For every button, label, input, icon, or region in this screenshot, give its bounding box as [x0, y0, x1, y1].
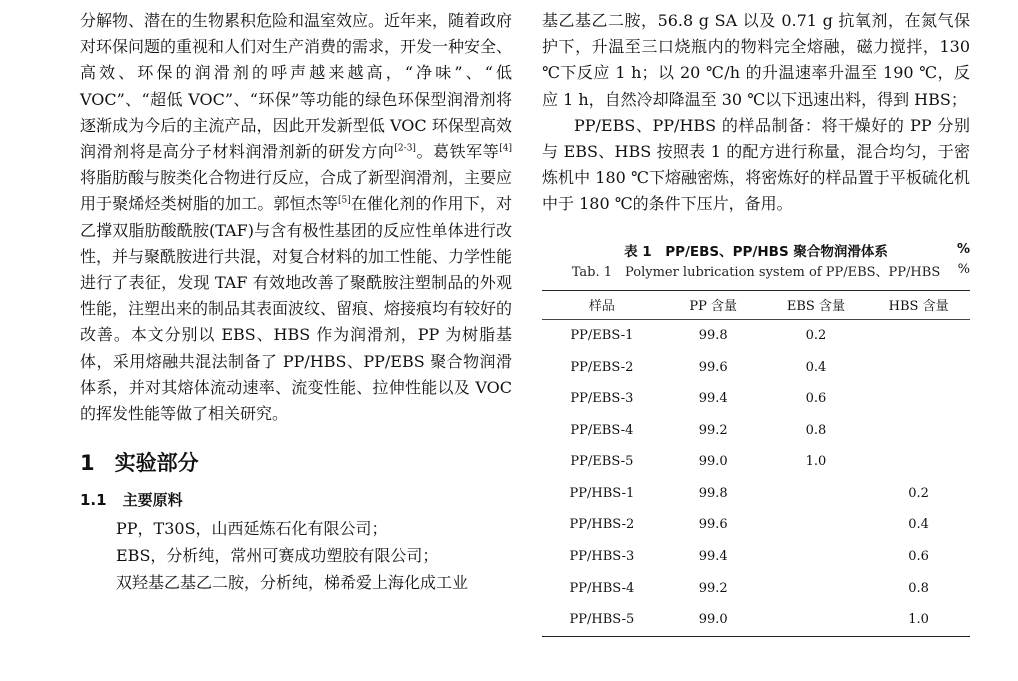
ebs-content-cell: 0.8	[805, 422, 827, 438]
sample-prep-paragraph: PP/EBS、PP/HBS 的样品制备：将干燥好的 PP 分别与 EBS、HBS 按照表 1 的配方进行称量，混合均匀，于密炼机中 180 ℃下熔融密炼，将密炼好的样品置于平板硫化机中于 180 ℃的条件下压片，备用。	[542, 115, 970, 214]
column-header: HBS 含量	[867, 290, 970, 319]
right-text	[542, 8, 970, 218]
material-item: 双羟基乙基乙二胺，分析纯，梯希爱上海化成工业	[116, 573, 469, 593]
sample-cell: PP/HBS-3	[569, 549, 635, 565]
hbs-content-cell: 0.8	[908, 580, 929, 596]
intro-text-part2: 。葛铁军等	[415, 142, 500, 162]
right-column	[542, 8, 970, 637]
table-row	[542, 383, 970, 415]
hbs-content-cell	[867, 414, 970, 446]
column-header: 样品	[542, 290, 662, 319]
pp-content-cell: 99.8	[698, 485, 728, 501]
section-number: 1	[80, 451, 95, 476]
pp-content-cell: 99.4	[698, 549, 728, 565]
pp-content-cell: 99.2	[698, 422, 728, 438]
pp-content-cell: 99.0	[698, 454, 728, 470]
pp-content-cell: 99.8	[698, 327, 728, 343]
ebs-content-cell: 0.2	[805, 327, 827, 343]
hbs-content-cell	[867, 319, 970, 351]
hbs-content-cell	[867, 383, 970, 415]
intro-text-part1: 分解物、潜在的生物累积危险和温室效应。近年来，随着政府对环保问题的重视和人们对生产消费的需求，开发一种安全、高效、环保的润滑剂的呼声越来越高，“净味”、“低 VOC”、“超低 VOC”、“环保”等功能的绿色环保型润滑剂将逐渐成为今后的主流产品，因此开发新型低 VOC 环保型高效润滑剂将是高分子材料润滑剂新的研发方向	[80, 11, 513, 162]
table-row	[542, 478, 970, 510]
subsection-number: 1.1	[80, 491, 107, 510]
table-unit: %	[957, 261, 970, 277]
ebs-content-cell	[765, 572, 868, 604]
hbs-content-cell: 1.0	[867, 604, 970, 636]
sample-cell: PP/HBS-5	[542, 604, 662, 636]
hbs-content-cell: 0.6	[908, 549, 929, 565]
table-row	[542, 604, 970, 636]
sample-cell: PP/HBS-2	[569, 517, 635, 533]
table-row	[542, 414, 970, 446]
subsection-title: 主要原料	[122, 491, 183, 510]
table-row	[542, 446, 970, 478]
table-row	[542, 351, 970, 383]
table-row	[542, 509, 970, 541]
hbs-content-cell	[867, 446, 970, 478]
sample-cell: PP/EBS-3	[570, 391, 634, 407]
pp-content-cell: 99.0	[662, 604, 765, 636]
table-caption-cn: 表 1 PP/EBS、PP/HBS 聚合物润滑体系	[624, 243, 888, 260]
hbs-content-cell: 0.2	[908, 485, 929, 501]
ebs-content-cell: 0.4	[805, 359, 827, 375]
table-caption	[542, 242, 970, 284]
table-unit: %	[956, 241, 970, 257]
materials-list	[80, 515, 512, 596]
sample-cell: PP/EBS-2	[570, 359, 634, 375]
material-item: EBS，分析纯，常州可赛成功塑胶有限公司；	[116, 546, 439, 566]
ebs-content-cell	[765, 541, 868, 573]
citation-ref: [4]	[499, 143, 512, 154]
pp-content-cell: 99.4	[698, 391, 728, 407]
table-row	[542, 541, 970, 573]
table-caption-en: Tab. 1 Polymer lubrication system of PP/EBS、PP/HBS	[571, 264, 941, 280]
intro-text-part3: 将脂肪酸与胺类化合物进行反应，合成了新型润滑剂，主要应用于聚烯烃类树脂的加工。郭恒杰等	[80, 168, 513, 214]
sample-cell: PP/EBS-4	[570, 422, 634, 438]
material-item: PP，T30S，山西延炼石化有限公司；	[116, 519, 388, 539]
sample-cell: PP/EBS-1	[570, 327, 634, 343]
column-header: EBS 含量	[765, 290, 868, 319]
section-heading	[80, 447, 512, 477]
ebs-content-cell: 1.0	[805, 454, 827, 470]
ebs-content-cell	[765, 509, 868, 541]
section-title: 实验部分	[114, 451, 199, 476]
citation-ref: [2-3]	[394, 143, 416, 154]
pp-content-cell: 99.2	[698, 580, 728, 596]
hbs-content-cell	[867, 351, 970, 383]
ebs-content-cell	[765, 478, 868, 510]
intro-text	[80, 8, 512, 427]
pp-content-cell: 99.6	[698, 359, 728, 375]
table-row	[542, 572, 970, 604]
pp-content-cell: 99.6	[698, 517, 728, 533]
citation-ref: [5]	[337, 196, 351, 207]
intro-text-part4: 在催化剂的作用下，对乙撑双脂肪酸酰胺(TAF)与含有极性基团的反应性单体进行改性，并与聚酰胺进行共混，对复合材料的加工性能、力学性能进行了表征，发现 TAF 有效地改善了聚酰胺注塑制品的外观性能，注塑出来的制品其表面波纹、留痕、熔接痕均有较好的改善。本文分别以 EBS、HBS 作为润滑剂，PP 为树脂基体，采用熔融共混法制备了 PP/HBS、PP/EBS 聚合物润滑体系，并对其熔体流动速率、流变性能、拉伸性能以及 VOC 的挥发性能等做了相关研究。	[80, 194, 513, 424]
subsection-heading	[80, 489, 512, 511]
ebs-content-cell	[765, 604, 868, 636]
synthesis-paragraph: 基乙基乙二胺，56.8 g SA 以及 0.71 g 抗氧剂，在氮气保护下，升温至三口烧瓶内的物料完全熔融，磁力搅拌，130 ℃下反应 1 h；以 20 ℃/h 的升温速率升温至 190 ℃，反应 1 h，自然冷却降温至 30 ℃以下迅速出料，得到 HBS；	[542, 11, 970, 109]
ebs-content-cell: 0.6	[805, 391, 827, 407]
hbs-content-cell: 0.4	[908, 517, 929, 533]
table-row	[542, 319, 970, 351]
left-column	[80, 8, 512, 596]
formulation-table	[542, 290, 970, 637]
sample-cell: PP/EBS-5	[570, 454, 634, 470]
intro-paragraph	[80, 8, 512, 427]
table-header-row	[542, 290, 970, 319]
sample-cell: PP/HBS-1	[569, 485, 635, 501]
sample-cell: PP/HBS-4	[569, 580, 635, 596]
column-header: PP 含量	[662, 290, 765, 319]
